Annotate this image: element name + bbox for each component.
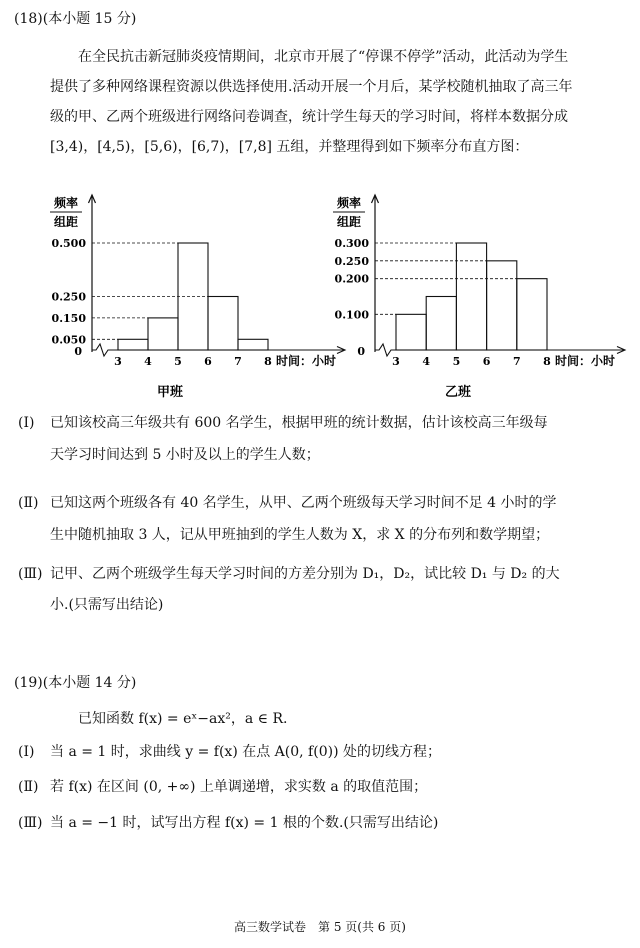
origin-label: 0: [74, 345, 82, 358]
x-tick-label: 7: [512, 355, 521, 368]
y-tick-label: 0.250: [334, 254, 369, 268]
histogram-bar: [238, 339, 268, 350]
part-text: 记甲、乙两个班级学生每天学习时间的方差分别为 D₁，D₂，试比较 D₁ 与 D₂ 的大: [50, 566, 560, 582]
intro-line: [3,4)，[4,5)，[5,6)，[6,7)，[7,8] 五组，并整理得到如下频率分布直方图：: [50, 139, 529, 155]
part-number: (Ⅱ): [18, 779, 39, 795]
histograms: [0, 185, 640, 410]
part-number: (Ⅱ): [18, 495, 39, 511]
y-tick-label: 0.100: [334, 308, 369, 322]
page-footer: 高三数学试卷 第 5 页(共 6 页): [234, 920, 406, 934]
y-axis-label-bottom: 组距: [53, 215, 79, 229]
x-tick-label: 4: [144, 355, 152, 368]
question-18-header: (18)(本小题 15 分): [14, 11, 137, 27]
y-tick-label: 0.050: [51, 333, 86, 347]
x-tick-label: 8: [264, 355, 272, 368]
part-text: 天学习时间达到 5 小时及以上的学生人数；: [50, 447, 320, 463]
part-text: 当 a = −1 时，试写出方程 f(x) = 1 根的个数.(只需写出结论): [50, 815, 439, 831]
y-tick-label: 0.250: [51, 290, 86, 304]
x-tick-label: 7: [234, 355, 242, 368]
histogram-bar: [148, 318, 178, 350]
question-19-intro: 已知函数 f(x) = eˣ−ax²，a ∈ R.: [78, 711, 288, 727]
part-text: 若 f(x) 在区间 (0, +∞) 上单调递增，求实数 a 的取值范围；: [50, 779, 428, 795]
y-tick-label: 0.150: [51, 311, 86, 325]
y-axis-label-top: 频率: [53, 196, 79, 210]
x-tick-label: 3: [392, 355, 400, 368]
y-axis-label-top: 频率: [336, 196, 362, 210]
chart-title: 乙班: [444, 385, 472, 400]
part-number: (Ⅰ): [18, 744, 35, 760]
histogram-bar: [118, 339, 148, 350]
x-axis-label: 时间：小时: [555, 354, 616, 368]
histogram-bar: [456, 243, 486, 350]
histogram-bar: [426, 297, 456, 351]
part-number: (Ⅲ): [18, 566, 43, 582]
histogram-bar: [208, 297, 238, 351]
x-tick-label: 6: [204, 355, 212, 368]
x-axis-label: 时间：小时: [276, 354, 337, 368]
part-text: 当 a = 1 时，求曲线 y = f(x) 在点 A(0, f(0)) 处的切线方程；: [50, 744, 441, 760]
y-tick-label: 0.500: [51, 237, 86, 250]
chart-title: 甲班: [156, 385, 184, 400]
x-tick-label: 5: [452, 355, 461, 368]
x-tick-label: 4: [422, 355, 431, 368]
part-text: 生中随机抽取 3 人，记从甲班抽到的学生人数为 X，求 X 的分布列和数学期望；: [50, 527, 550, 543]
part-text: 小.(只需写出结论): [50, 597, 164, 613]
histogram-bar: [396, 314, 426, 350]
y-axis-label-bottom: 组距: [336, 215, 362, 229]
x-tick-label: 3: [114, 355, 122, 368]
histogram-bar: [517, 279, 547, 350]
histogram-bar: [487, 261, 517, 350]
intro-line: 级的甲、乙两个班级进行网络问卷调查，统计学生每天的学习时间，将样本数据分成: [50, 109, 568, 125]
part-number: (Ⅰ): [18, 415, 35, 431]
x-tick-label: 6: [482, 355, 491, 368]
y-tick-label: 0.300: [334, 237, 369, 250]
intro-line: 在全民抗击新冠肺炎疫情期间，北京市开展了“停课不停学”活动，此活动为学生: [78, 49, 569, 65]
part-text: 已知该校高三年级共有 600 名学生，根据甲班的统计数据，估计该校高三年级每: [50, 415, 548, 431]
x-tick-label: 5: [174, 355, 182, 368]
intro-line: 提供了多种网络课程资源以供选择使用.活动开展一个月后，某学校随机抽取了高三年: [50, 79, 573, 95]
question-19-header: (19)(本小题 14 分): [14, 675, 137, 691]
y-tick-label: 0.200: [334, 272, 369, 286]
part-number: (Ⅲ): [18, 815, 43, 831]
x-tick-label: 8: [543, 355, 551, 368]
part-text: 已知这两个班级各有 40 名学生，从甲、乙两个班级每天学习时间不足 4 小时的学: [50, 495, 557, 511]
origin-label: 0: [357, 345, 365, 358]
